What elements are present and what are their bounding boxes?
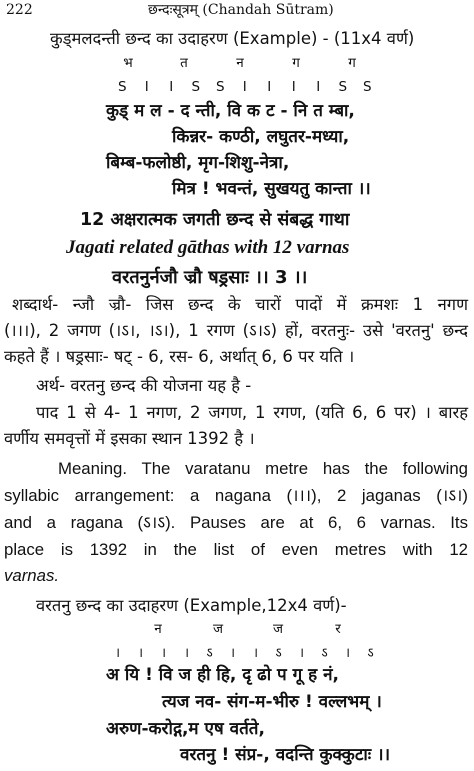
syllable-mark: ऽ — [367, 645, 374, 661]
syllable-mark: ऽ — [275, 645, 282, 661]
syllable-mark: S — [215, 79, 225, 95]
syllable-mark: । — [252, 645, 259, 661]
syllable-mark: I — [169, 79, 174, 95]
gana-label: ग — [348, 55, 356, 71]
syllable-mark: । — [114, 645, 121, 661]
meaning-line-4: place is 1392 in the list of even metres with 12 — [4, 540, 468, 559]
page-number: 222 — [6, 2, 33, 18]
commentary-line-1: शब्दार्थ- न्जौ ज्रौ- जिस छन्द के चारों पादों में क्रमशः 1 नगण — [12, 295, 468, 314]
syllable-mark: I — [316, 79, 321, 95]
commentary-line-6: वर्णीय समवृत्तों में इसका स्थान 1392 है । — [4, 429, 255, 448]
section-heading-english: Jagati related gāthas with 12 varnas — [66, 237, 350, 258]
gana-label: ग — [292, 55, 300, 71]
syllable-mark: I — [267, 79, 272, 95]
syllable-mark: S — [362, 79, 372, 95]
example2-verse-line-1: अ यि ! वि ज ही हि, दृ ढो प गू ह नं, — [106, 665, 339, 685]
example2-syllable-row — [106, 646, 382, 662]
syllable-mark: । — [160, 645, 167, 661]
syllable-mark: I — [291, 79, 296, 95]
section-heading-hindi: 12 अक्षरात्मक जगती छन्द से संबद्ध गाथा — [80, 210, 350, 230]
meaning-line-2: syllabic arrangement: a nagana (।।।), 2 jaganas (।ऽ।) — [4, 486, 468, 505]
gana-label: न — [154, 621, 162, 637]
example1-verse-line-3: बिम्ब-फलोष्ठी, मृग-शिशु-नेत्रा, — [106, 153, 290, 173]
gana-label: त — [180, 55, 188, 71]
gana-label: न — [236, 55, 244, 71]
commentary-line-3: कहते हैं । षड्रसाः- षट् - 6, रस- 6, अर्थात् 6, 6 पर यति । — [4, 347, 355, 366]
syllable-mark: । — [298, 645, 305, 661]
syllable-mark: ऽ — [321, 645, 328, 661]
example2-heading: वरतनु छन्द का उदाहरण (Example,12x4 वर्ण)- — [36, 596, 347, 615]
example1-verse-line-4: मित्र ! भवन्तं, सुखयतु कान्ता ।। — [172, 179, 371, 199]
example2-verse-line-2: त्यज नव- संग-म-भीरु ! वल्लभम् । — [162, 692, 382, 712]
meaning-line-1: Meaning. The varatanu metre has the following — [58, 459, 468, 478]
sutra-text: वरतनुर्नजौ ज्रौ षड्रसाः ।। 3 ।। — [112, 267, 308, 288]
commentary-line-2: (।।।), 2 जगण (।ऽ।, ।ऽ।), 1 रगण (ऽ।ऽ) हों, वरतनुः- उसे 'वरतनु' छन्द — [4, 321, 468, 340]
syllable-mark: । — [183, 645, 190, 661]
example1-gana-row — [100, 56, 380, 72]
syllable-mark: । — [137, 645, 144, 661]
commentary-line-5: पाद 1 से 4- 1 नगण, 2 जगण, 1 रगण, (यति 6, 6 पर) । बारह — [36, 403, 468, 422]
syllable-mark: ऽ — [206, 645, 213, 661]
example2-gana-row — [128, 622, 368, 638]
gana-label: ज — [272, 621, 284, 637]
syllable-mark: S — [191, 79, 201, 95]
gana-label: र — [335, 621, 341, 637]
syllable-mark: । — [229, 645, 236, 661]
example2-verse-line-3: अरुण-करोद्ग,म एष वर्तते, — [106, 719, 265, 739]
meaning-line-3: and a ragana (ऽ।ऽ). Pauses are at 6, 6 varnas. Its — [4, 513, 468, 532]
syllable-mark: । — [344, 645, 351, 661]
example1-syllable-row — [110, 80, 380, 96]
gana-label: भ — [123, 55, 133, 71]
syllable-mark: I — [242, 79, 247, 95]
example1-heading: कुड्मलदन्ती छन्द का उदाहरण (Example) - (11x4 वर्ण) — [50, 29, 415, 48]
gana-label: ज — [212, 621, 224, 637]
example1-verse-line-1: कुड् म ल - द न्ती, वि क ट - नि त म्बा, — [106, 101, 355, 121]
example1-verse-line-2: किन्नर- कण्ठी, लघुतर-मध्या, — [172, 127, 350, 147]
example2-verse-line-4: वरतनु ! संप्र-, वदन्ति कुक्कुटाः ।। — [180, 745, 391, 765]
syllable-mark: S — [338, 79, 348, 95]
syllable-mark: S — [117, 79, 127, 95]
commentary-line-4: अर्थ- वरतनु छन्द की योजना यह है - — [36, 376, 252, 395]
running-title: छन्दःसूत्रम् (Chandah Sūtram) — [148, 2, 334, 18]
meaning-line-5: varnas. — [4, 566, 60, 585]
syllable-mark: I — [144, 79, 149, 95]
